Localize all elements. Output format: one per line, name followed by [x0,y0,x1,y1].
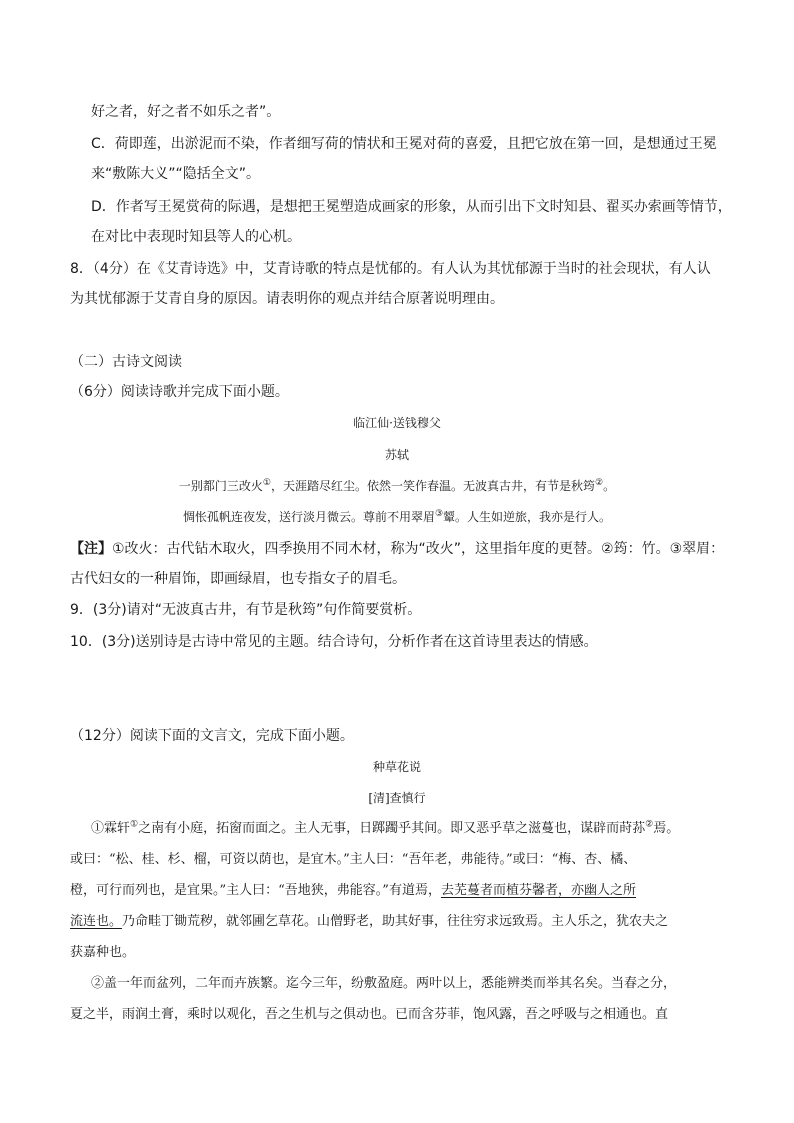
poem-notes-line1 [70,539,724,559]
prose-text: ①霖轩 [91,821,131,836]
footnote-mark: ① [130,819,139,830]
prose-author: [清]查慎行 [368,791,426,805]
prose-text: 焉。 [653,821,680,836]
poem-line-1-part2: ，天涯踏尽红尘。依然一笑作春温。无波真古井，有节是秋筠 [270,479,595,493]
note-text: ①改火：古代钻木取火，四季换用不同木材，称为“改火”，这里指年度的更替。②筠：竹。③翠眉： [112,541,725,557]
poem-line-1-part1: 一别都门三改火 [178,479,263,493]
poem-line-2 [0,507,794,527]
q7-option-a-continuation: 好之者，好之者不如乐之者”。 [91,104,281,120]
footnote-mark: ③ [434,509,444,519]
underlined-sentence: 去芜蔓者而植芬馨者，亦幽人之所 [440,883,636,898]
prose-title: 种草花说 [372,760,421,774]
prose-text: 橙，可行而列也，是宜果。”主人曰：“吾地狭，弗能容。”有道焉， [70,883,441,898]
prose-text: 之南有小庭，拓窗而面之。主人无事，日踯躅乎其间。即又恶乎草之滋蔓也，谋辟而莳荪 [138,821,646,836]
footnote-mark: ② [645,819,654,830]
q7-option-c-line1: C．荷即莲，出淤泥而不染，作者细写荷的情状和王冕对荷的喜爱，且把它放在第一回，是想通过王冕 [91,136,717,152]
poem-notes-line2: 古代妇女的一种眉饰，即画绿眉，也专指女子的眉毛。 [70,571,406,587]
footnote-mark: ② [595,478,604,488]
note-label: 【注】 [70,541,112,557]
question-8-line1: 8．（4分）在《艾青诗选》中，艾青诗歌的特点是忧郁的。有人认为其忧郁源于当时的社会现状，有人认 [70,261,711,277]
question-10: 10．(3分)送别诗是古诗中常见的主题。结合诗句，分析作者在这首诗里表达的情感。 [70,634,598,650]
poem-author: 苏轼 [384,448,409,462]
underlined-sentence: 流连也。 [70,914,123,929]
prose-p1-line5: 获嘉种也。 [70,945,136,960]
prose-p2-line2: 夏之半，雨润土膏，乘时以观化，吾之生机与之俱动也。已而含芬菲，饱风露，吾之呼吸与之相通也。直 [70,1007,669,1022]
prose-p1-line2: 或曰：“松、桂、杉、榴，可资以荫也，是宜木。”主人曰：“吾年老，弗能待。”或曰：“梅、杏、橘、 [70,852,637,867]
prose-p2-line1: ②盖一年而盆列，二年而卉族繁。迄今三年，纷敷盈庭。两叶以上，悉能辨类而举其名矣。当春之分， [91,976,677,991]
q7-option-d-line1: D．作者写王冕赏荷的际遇，是想把王冕塑造成画家的形象，从而引出下文时知县、翟买办索画等情节， [91,199,732,215]
footnote-mark: ① [262,478,271,488]
question-9: 9．(3分)请对“无波真古井，有节是秋筠”句作简要赏析。 [70,602,422,618]
poem-intro: （6分）阅读诗歌并完成下面小题。 [70,384,289,400]
poem-line-1 [0,476,794,496]
poem-title: 临江仙·送钱穆父 [353,416,441,430]
section-heading: （二）古诗文阅读 [70,354,182,370]
q7-option-d-line2: 在对比中表现时知县等人的心机。 [91,229,301,245]
poem-line-2-part1: 惆怅孤帆连夜发，送行淡月微云。尊前不用翠眉 [182,510,435,524]
poem-line-2-part2: 颦。人生如逆旅，我亦是行人。 [443,510,612,524]
q7-option-c-line2: 来“敷陈大义”“隐括全文”。 [91,166,261,182]
prose-text: 乃命畦丁锄荒秽，就邻圃乞草花。山僧野老，助其好事，往往穷求远致焉。主人乐之，犹农夫之 [122,914,669,929]
prose-p1-line4 [70,912,668,932]
prose-p1-line3 [70,881,636,901]
question-8-line2: 为其忧郁源于艾青自身的原因。请表明你的观点并结合原著说明理由。 [70,291,504,307]
prose-p1-line1 [91,819,679,839]
poem-line-1-part3: 。 [603,479,616,493]
prose-intro: （12分）阅读下面的文言文，完成下面小题。 [70,728,354,744]
